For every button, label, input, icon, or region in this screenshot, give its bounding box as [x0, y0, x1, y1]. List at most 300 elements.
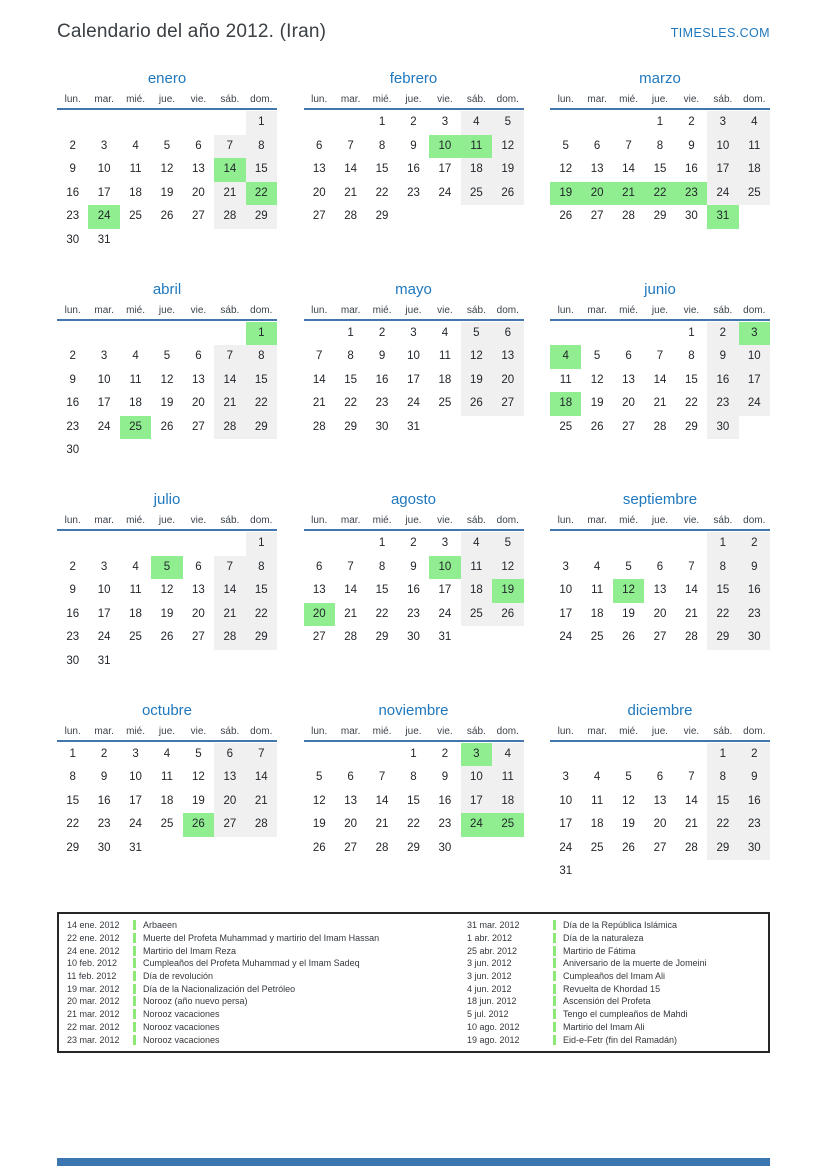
holiday-day-cell: 26 — [183, 813, 214, 837]
day-cell: 18 — [160, 794, 174, 807]
day-cell: 5 — [163, 350, 171, 362]
day-cell: 14 — [685, 794, 698, 807]
empty-cell — [88, 322, 119, 346]
day-cell: 16 — [66, 397, 80, 409]
empty-cell — [57, 111, 88, 135]
day-cell: 21 — [685, 818, 698, 830]
empty-cell — [644, 322, 675, 346]
weekday-header-row — [304, 94, 524, 110]
day-cell: 16 — [438, 794, 452, 807]
day-grid — [57, 743, 277, 861]
day-cell: 31 — [407, 420, 420, 433]
holiday-day-cell: 12 — [613, 579, 644, 603]
day-cell: 29 — [246, 626, 277, 650]
day-cell: 17 — [707, 158, 738, 182]
day-cell: 8 — [707, 556, 738, 580]
weekday-label: jue. — [651, 515, 669, 526]
day-cell: 10 — [97, 163, 111, 175]
day-cell: 23 — [66, 631, 80, 643]
day-cell: 5 — [625, 560, 632, 573]
weekday-label: sáb. — [220, 94, 240, 105]
empty-cell — [214, 322, 245, 346]
day-cell: 18 — [590, 818, 604, 830]
weekday-label: mié. — [619, 94, 639, 105]
day-cell: 10 — [97, 373, 111, 386]
holiday-tick-icon — [133, 946, 136, 956]
weekday-label: mar. — [340, 515, 361, 526]
day-cell: 15 — [375, 584, 389, 596]
weekday-label: dom. — [743, 94, 766, 105]
day-cell: 31 — [438, 631, 452, 643]
legend-label: Revuelta de Khordad 15 — [563, 983, 661, 994]
day-cell: 2 — [378, 326, 386, 339]
empty-cell — [304, 743, 335, 767]
legend-label: Norooz vacaciones — [143, 1021, 220, 1032]
day-cell: 18 — [129, 397, 142, 409]
weekday-label: mar. — [587, 304, 607, 316]
day-cell: 25 — [590, 841, 604, 854]
empty-cell — [183, 532, 214, 556]
empty-cell — [88, 111, 119, 135]
weekday-header-row — [57, 515, 277, 531]
day-grid — [57, 532, 277, 673]
legend-label: Muerte del Profeta Muhammad y martirio del Imam Hassan — [143, 933, 380, 944]
day-cell: 19 — [622, 818, 635, 830]
day-cell: 20 — [653, 607, 667, 620]
day-cell: 21 — [685, 607, 698, 620]
day-cell: 27 — [312, 210, 326, 222]
weekday-label: sáb. — [466, 725, 486, 737]
day-cell: 24 — [97, 420, 111, 433]
day-cell: 4 — [593, 560, 601, 573]
day-cell: 1 — [246, 532, 277, 556]
day-cell: 10 — [739, 345, 770, 369]
day-cell: 29 — [685, 420, 698, 433]
day-cell: 29 — [375, 631, 389, 643]
day-cell: 15 — [407, 794, 420, 807]
day-cell: 10 — [707, 135, 738, 159]
empty-cell — [581, 532, 612, 556]
weekday-label: dom. — [743, 515, 766, 526]
weekday-label: lun. — [311, 94, 328, 105]
day-cell: 15 — [653, 163, 667, 175]
legend-column-right — [467, 919, 762, 1046]
empty-cell — [120, 532, 151, 556]
holiday-day-cell: 18 — [550, 392, 581, 416]
empty-cell — [550, 322, 581, 346]
day-cell: 5 — [163, 139, 171, 152]
day-cell: 9 — [410, 560, 417, 573]
day-cell: 17 — [438, 584, 452, 596]
holiday-day-cell: 4 — [550, 345, 581, 369]
holiday-tick-icon — [553, 920, 556, 930]
day-cell: 26 — [160, 631, 174, 643]
day-cell: 13 — [653, 584, 667, 596]
empty-cell — [613, 111, 644, 135]
day-cell: 22 — [246, 603, 277, 627]
day-cell: 5 — [461, 322, 492, 346]
day-cell: 28 — [214, 205, 245, 229]
day-cell: 14 — [312, 373, 326, 386]
weekday-label: dom. — [496, 94, 519, 105]
legend-date: 25 abr. 2012 — [467, 945, 518, 956]
day-cell: 24 — [707, 182, 738, 206]
day-cell: 3 — [441, 116, 449, 128]
day-cell: 16 — [407, 163, 420, 175]
day-cell: 11 — [161, 771, 173, 783]
day-cell: 25 — [739, 182, 770, 206]
empty-cell — [183, 322, 214, 346]
page-title: Calendario del año 2012. (Iran) — [57, 21, 327, 42]
day-cell: 22 — [375, 607, 389, 620]
holiday-tick-icon — [553, 971, 556, 981]
legend-date: 11 feb. 2012 — [67, 971, 117, 982]
holiday-day-cell: 22 — [644, 182, 675, 206]
day-cell: 22 — [707, 813, 738, 837]
empty-cell — [57, 532, 88, 556]
day-cell: 2 — [707, 322, 738, 346]
day-cell: 25 — [438, 397, 452, 409]
day-cell: 13 — [214, 766, 245, 790]
day-cell: 28 — [622, 210, 635, 222]
day-cell: 2 — [69, 350, 76, 362]
day-cell: 30 — [97, 841, 111, 854]
empty-cell — [214, 532, 245, 556]
weekday-label: mar. — [340, 304, 361, 316]
weekday-label: dom. — [496, 515, 519, 526]
day-cell: 6 — [214, 743, 245, 767]
day-cell: 7 — [656, 350, 664, 362]
legend-date: 22 ene. 2012 — [67, 933, 120, 944]
day-cell: 25 — [160, 818, 174, 830]
weekday-label: sáb. — [466, 515, 486, 526]
day-cell: 28 — [312, 420, 326, 433]
day-cell: 9 — [69, 584, 76, 596]
day-cell: 7 — [246, 743, 277, 767]
weekday-label: vie. — [683, 304, 700, 316]
day-cell: 27 — [653, 631, 667, 643]
month-title: octubre — [141, 701, 193, 719]
day-cell: 1 — [378, 116, 386, 128]
holiday-tick-icon — [133, 996, 136, 1006]
day-cell: 12 — [312, 794, 326, 807]
month-octubre — [57, 702, 277, 913]
day-cell: 13 — [344, 794, 358, 807]
day-cell: 26 — [559, 210, 573, 222]
day-cell: 2 — [69, 139, 76, 152]
legend-date: 5 jul. 2012 — [467, 1009, 509, 1020]
empty-cell — [581, 111, 612, 135]
weekday-label: jue. — [405, 515, 422, 526]
holiday-tick-icon — [553, 984, 556, 994]
month-mayo — [304, 281, 524, 492]
day-grid — [550, 111, 770, 229]
day-cell: 19 — [192, 794, 205, 807]
day-cell: 23 — [707, 392, 738, 416]
legend-label: Norooz vacaciones — [143, 1009, 220, 1020]
day-cell: 27 — [492, 392, 523, 416]
weekday-label: dom. — [496, 304, 519, 316]
weekday-label: mar. — [340, 725, 361, 737]
day-cell: 16 — [739, 790, 770, 814]
holiday-tick-icon — [553, 1022, 556, 1032]
day-cell: 31 — [97, 233, 111, 246]
day-cell: 22 — [344, 397, 358, 409]
month-title: marzo — [639, 70, 681, 87]
legend-label: Eid-e-Fetr (fin del Ramadán) — [563, 1034, 678, 1045]
legend-date: 10 feb. 2012 — [67, 958, 118, 969]
day-cell: 5 — [625, 771, 632, 783]
month-title: agosto — [390, 491, 437, 508]
weekday-label: jue. — [158, 725, 176, 737]
legend-row — [467, 919, 762, 932]
day-cell: 2 — [410, 537, 417, 549]
weekday-label: jue. — [651, 94, 669, 105]
day-cell: 19 — [590, 397, 604, 409]
day-cell: 1 — [347, 326, 354, 339]
weekday-header-row — [550, 515, 770, 531]
day-cell: 30 — [66, 654, 80, 667]
day-cell: 26 — [160, 420, 174, 433]
day-cell: 10 — [129, 771, 142, 783]
weekday-label: lun. — [64, 515, 81, 526]
day-cell: 27 — [344, 841, 358, 854]
day-cell: 27 — [214, 813, 245, 837]
day-cell: 15 — [246, 579, 277, 603]
day-cell: 18 — [492, 790, 523, 814]
empty-cell — [550, 532, 581, 556]
legend-row — [67, 982, 467, 995]
weekday-label: mar. — [340, 94, 361, 105]
empty-cell — [366, 743, 397, 767]
empty-cell — [613, 532, 644, 556]
month-title: julio — [153, 491, 181, 508]
day-cell: 26 — [461, 392, 492, 416]
legend-date: 21 mar. 2012 — [67, 1009, 120, 1020]
weekday-label: mié. — [126, 725, 146, 737]
day-cell: 4 — [132, 560, 139, 573]
weekday-label: vie. — [190, 94, 207, 105]
legend-label: Día de revolución — [143, 971, 214, 982]
weekday-label: vie. — [190, 515, 207, 526]
day-cell: 13 — [590, 163, 604, 175]
day-grid — [304, 111, 524, 229]
weekday-header-row — [304, 515, 524, 531]
day-grid — [57, 322, 277, 463]
weekday-label: mar. — [94, 725, 114, 737]
day-cell: 26 — [622, 841, 635, 854]
holiday-tick-icon — [553, 946, 556, 956]
day-cell: 14 — [375, 794, 389, 807]
day-cell: 8 — [378, 560, 386, 573]
legend-row — [467, 932, 762, 945]
day-grid — [304, 532, 524, 650]
day-cell: 9 — [441, 771, 449, 783]
holiday-day-cell: 25 — [120, 416, 151, 440]
weekday-label: sáb. — [713, 515, 733, 526]
day-cell: 16 — [407, 584, 420, 596]
day-cell: 5 — [562, 139, 569, 152]
day-cell: 7 — [214, 556, 245, 580]
day-grid — [57, 111, 277, 252]
day-cell: 15 — [707, 790, 738, 814]
day-cell: 28 — [214, 416, 245, 440]
day-cell: 11 — [591, 794, 604, 807]
day-cell: 18 — [438, 373, 452, 386]
legend-date: 10 ago. 2012 — [467, 1021, 520, 1032]
weekday-label: mié. — [619, 515, 639, 526]
day-cell: 7 — [625, 139, 632, 152]
weekday-label: jue. — [158, 304, 176, 316]
day-cell: 2 — [739, 743, 770, 767]
month-junio — [550, 281, 770, 492]
day-cell: 20 — [192, 607, 205, 620]
day-cell: 10 — [461, 766, 492, 790]
day-cell: 30 — [66, 233, 80, 246]
holiday-day-cell: 11 — [461, 135, 492, 159]
weekday-header-row — [57, 305, 277, 321]
day-cell: 19 — [312, 818, 326, 830]
day-cell: 19 — [160, 607, 174, 620]
holiday-day-cell: 20 — [581, 182, 612, 206]
month-title: mayo — [395, 280, 432, 298]
day-cell: 9 — [69, 163, 76, 175]
day-cell: 3 — [100, 560, 108, 573]
day-cell: 4 — [132, 350, 139, 362]
legend-label: Martirio del Imam Reza — [143, 945, 237, 956]
day-cell: 26 — [160, 210, 174, 222]
day-cell: 29 — [246, 205, 277, 229]
day-cell: 15 — [66, 794, 80, 807]
weekday-label: mar. — [94, 304, 114, 316]
weekday-label: mié. — [372, 515, 392, 526]
legend-row — [67, 919, 467, 932]
day-cell: 23 — [438, 818, 452, 830]
day-cell: 30 — [66, 444, 80, 456]
day-cell: 25 — [461, 182, 492, 206]
day-cell: 26 — [492, 182, 523, 206]
weekday-label: sáb. — [713, 94, 733, 105]
empty-cell — [335, 111, 366, 135]
day-cell: 18 — [739, 158, 770, 182]
month-title: junio — [644, 280, 676, 298]
day-cell: 15 — [685, 373, 698, 386]
day-cell: 21 — [312, 397, 326, 409]
day-cell: 30 — [438, 841, 452, 854]
empty-cell — [151, 532, 182, 556]
legend-label: Cumpleaños del Profeta Muhammad y el Imam Sadeq — [143, 958, 360, 969]
day-cell: 30 — [707, 416, 738, 440]
day-cell: 15 — [246, 158, 277, 182]
month-marzo — [550, 70, 770, 281]
day-cell: 7 — [378, 771, 386, 783]
holiday-day-cell: 3 — [461, 743, 492, 767]
day-cell: 28 — [685, 841, 698, 854]
day-cell: 18 — [461, 158, 492, 182]
day-cell: 17 — [97, 186, 111, 199]
day-cell: 30 — [407, 631, 420, 643]
holiday-day-cell: 24 — [461, 813, 492, 837]
day-cell: 28 — [685, 631, 698, 643]
holiday-day-cell: 31 — [707, 205, 738, 229]
weekday-label: jue. — [651, 725, 669, 737]
day-cell: 3 — [707, 111, 738, 135]
legend-label: Norooz vacaciones — [143, 1034, 220, 1045]
day-grid — [304, 322, 524, 440]
day-cell: 13 — [192, 584, 205, 596]
day-cell: 17 — [97, 397, 111, 409]
day-cell: 18 — [129, 607, 142, 620]
day-cell: 5 — [492, 111, 523, 135]
day-cell: 8 — [246, 135, 277, 159]
day-cell: 28 — [344, 631, 358, 643]
day-cell: 16 — [97, 794, 111, 807]
day-cell: 16 — [66, 607, 80, 620]
day-cell: 24 — [407, 397, 420, 409]
weekday-label: vie. — [190, 725, 207, 737]
empty-cell — [581, 322, 612, 346]
day-cell: 20 — [214, 790, 245, 814]
day-grid — [304, 743, 524, 861]
empty-cell — [581, 743, 612, 767]
day-cell: 11 — [129, 163, 142, 175]
day-cell: 6 — [316, 560, 323, 573]
day-cell: 22 — [707, 603, 738, 627]
weekday-label: mié. — [126, 515, 146, 526]
holiday-day-cell: 25 — [492, 813, 523, 837]
day-cell: 28 — [214, 626, 245, 650]
day-cell: 1 — [69, 747, 76, 760]
day-cell: 21 — [344, 186, 358, 199]
day-cell: 13 — [492, 345, 523, 369]
day-cell: 29 — [344, 420, 358, 433]
empty-cell — [676, 532, 707, 556]
day-cell: 9 — [378, 350, 386, 362]
weekday-label: lun. — [557, 725, 574, 737]
legend-column-left — [67, 919, 467, 1046]
month-diciembre — [550, 702, 770, 913]
holiday-day-cell: 24 — [88, 205, 119, 229]
day-cell: 23 — [739, 813, 770, 837]
weekday-label: lun. — [64, 94, 81, 105]
day-cell: 26 — [312, 841, 326, 854]
day-cell: 29 — [407, 841, 420, 854]
day-cell: 9 — [739, 766, 770, 790]
legend-label: Ascensión del Profeta — [563, 996, 651, 1007]
day-cell: 31 — [97, 654, 111, 667]
legend-row — [67, 1033, 467, 1046]
day-cell: 24 — [739, 392, 770, 416]
day-cell: 13 — [312, 163, 326, 175]
day-cell: 6 — [656, 771, 664, 783]
day-cell: 4 — [593, 771, 601, 783]
day-cell: 25 — [590, 631, 604, 643]
day-cell: 8 — [69, 771, 76, 783]
day-cell: 13 — [622, 373, 635, 386]
weekday-label: mar. — [94, 94, 114, 105]
day-cell: 29 — [707, 837, 738, 861]
day-cell: 4 — [132, 139, 139, 152]
weekday-header-row — [57, 94, 277, 110]
holiday-day-cell: 10 — [429, 135, 460, 159]
holiday-day-cell: 20 — [304, 603, 335, 627]
day-cell: 19 — [622, 607, 635, 620]
months-grid — [57, 70, 770, 912]
holiday-day-cell: 19 — [492, 579, 523, 603]
site-link[interactable]: TIMESLES.COM — [670, 26, 770, 40]
day-cell: 4 — [739, 111, 770, 135]
day-cell: 31 — [129, 841, 142, 854]
